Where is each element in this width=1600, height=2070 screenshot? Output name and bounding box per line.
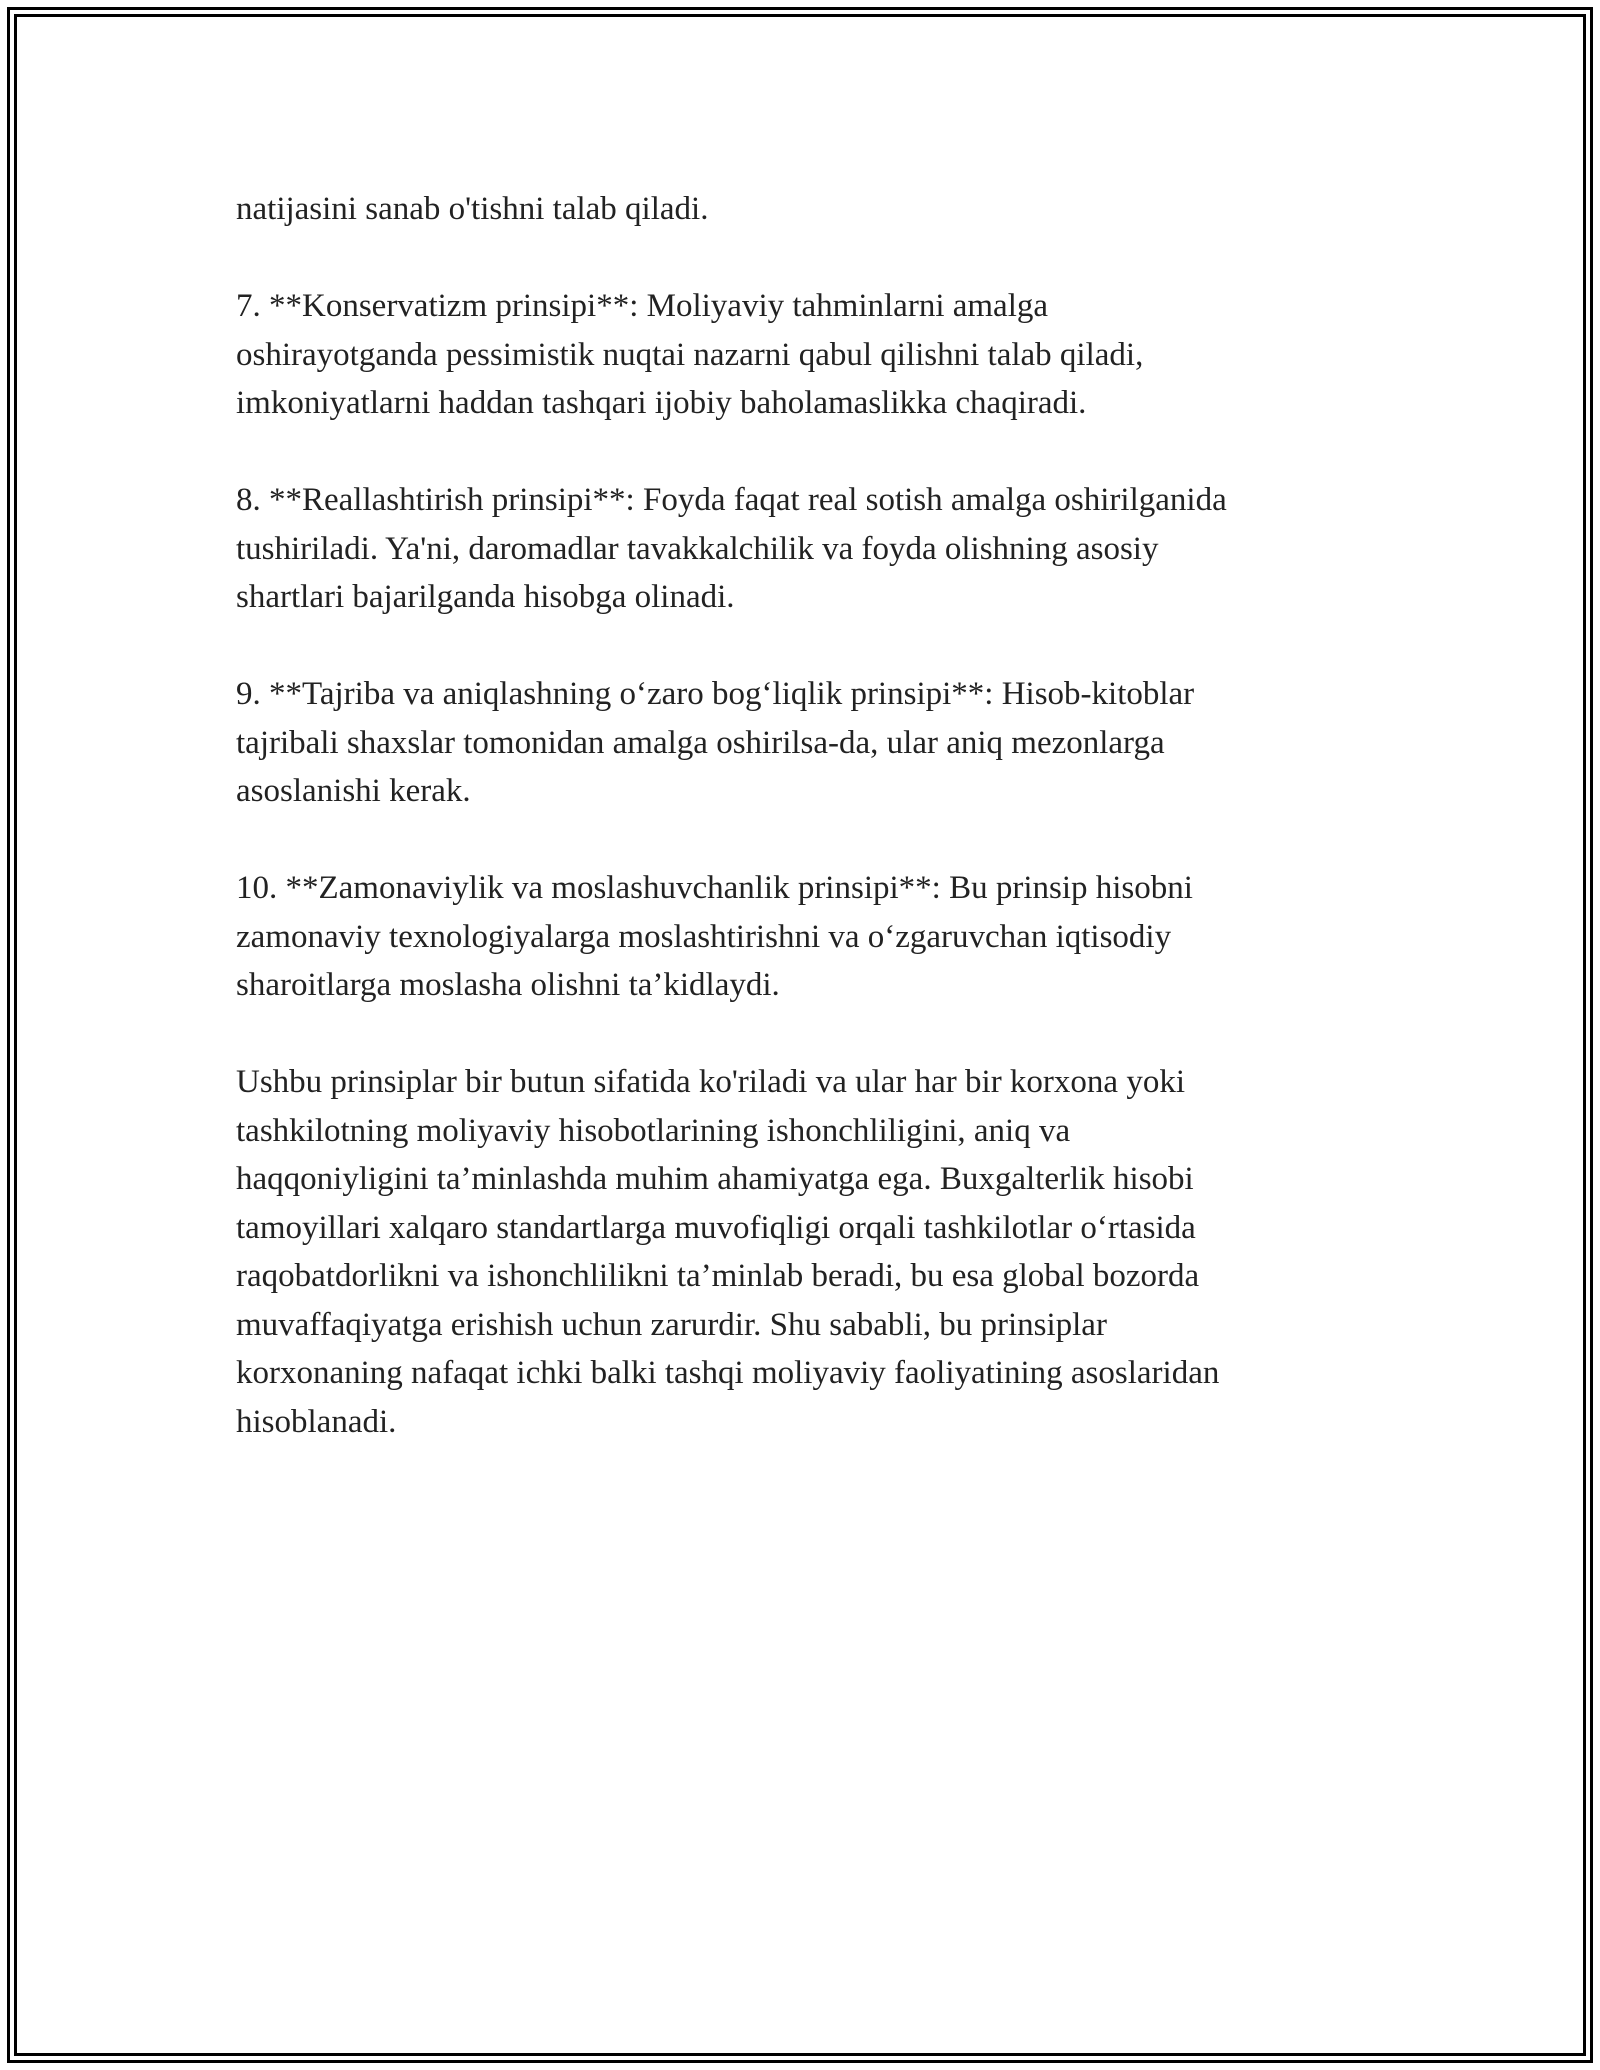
document-body <box>236 185 1366 1446</box>
paragraph-principle-7: 7. **Konservatizm prinsipi**: Moliyaviy tahminlarni amalga oshirayotganda pessimistik nuqtai nazarni qabul qilishni talab qiladi, imkoniyatlarni haddan tashqari ijobiy baholamaslikka chaqiradi. <box>236 288 1144 421</box>
paragraph-continuation: natijasini sanab o'tishni talab qiladi. <box>236 191 709 227</box>
paragraph-principle-10: 10. **Zamonaviylik va moslashuvchanlik prinsipi**: Bu prinsip hisobni zamonaviy texnologiyalarga moslashtirishni va o‘zgaruvchan iqtisodiy sharoitlarga moslasha olishni ta’kidlaydi. <box>236 870 1193 1003</box>
paragraph-conclusion: Ushbu prinsiplar bir butun sifatida ko'riladi va ular har bir korxona yoki tashkilotning moliyaviy hisobotlarining ishonchliligini, aniq va haqqoniyligini ta’minlashda muhim ahamiyatga ega. Buxgalterlik hisobi tamoyillari xalqaro standartlarga muvofiqligi orqali tashkilotlar o‘rtasida raqobatdorlikni va ishonchlilikni ta’minlab beradi, bu esa global bozorda muvaffaqiyatga erishish uchun zarurdir. Shu sababli, bu prinsiplar korxonaning nafaqat ichki balki tashqi moliyaviy faoliyatining asoslaridan hisoblanadi. <box>236 1064 1220 1440</box>
paragraph-principle-9: 9. **Tajriba va aniqlashning o‘zaro bog‘liqlik prinsipi**: Hisob-kitoblar tajribali shaxslar tomonidan amalga oshirilsa-da, ular aniq mezonlarga asoslanishi kerak. <box>236 676 1195 809</box>
paragraph-principle-8: 8. **Reallashtirish prinsipi**: Foyda faqat real sotish amalga oshirilganida tushiriladi. Ya'ni, daromadlar tavakkalchilik va foyda olishning asosiy shartlari bajarilganda hisobga olinadi. <box>236 482 1227 615</box>
